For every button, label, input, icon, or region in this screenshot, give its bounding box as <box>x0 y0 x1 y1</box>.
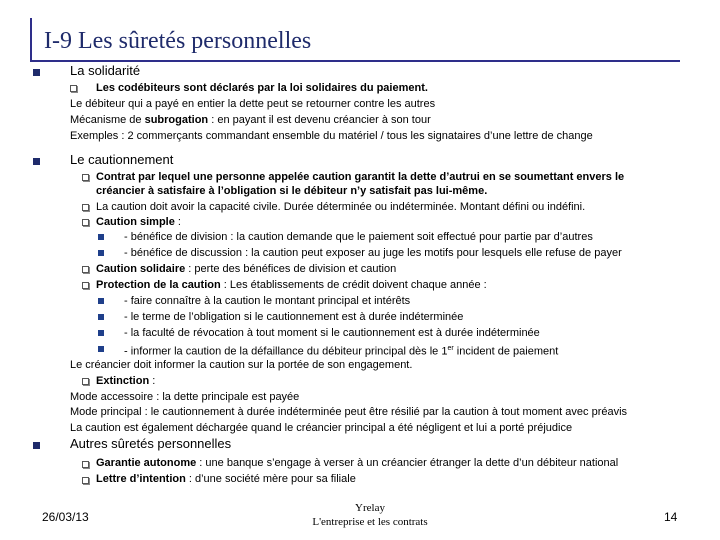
protection-item-4: - informer la caution de la défaillance du débiteur principal dès le 1er incident de paiement <box>124 345 559 358</box>
footer-date: 26/03/13 <box>42 510 89 524</box>
benefice-division: - bénéfice de division : la caution demande que le paiement soit effectué pour partie par d’autres <box>124 231 593 243</box>
caution-simple: Caution simple : <box>96 216 181 228</box>
footer-subtitle: L'entreprise et les contrats <box>312 516 428 528</box>
solidarite-exemples: Exemples : 2 commerçants commandant ensemble du matériel / tous les signataires d’une lettre de change <box>70 130 593 142</box>
protection-caution: Protection de la caution : Les établissements de crédit doivent chaque année : <box>96 279 487 291</box>
cautionnement-definition-2: créancier à satisfaire à l’obligation si le débiteur n’y satisfait pas lui-même. <box>96 185 488 197</box>
creancier-information: Le créancier doit informer la caution sur la portée de son engagement. <box>70 359 413 371</box>
page-number: 14 <box>664 510 678 524</box>
slide-title: I-9 Les sûretés personnelles <box>44 28 312 54</box>
square-bullet-icon <box>33 442 40 449</box>
checkbox-bullet-icon <box>82 204 89 211</box>
square-bullet-icon <box>98 250 104 256</box>
checkbox-bullet-icon <box>82 461 89 468</box>
solidarite-recours: Le débiteur qui a payé en entier la dette peut se retourner contre les autres <box>70 98 436 110</box>
mode-accessoire: Mode accessoire : la dette principale est payée <box>70 391 300 403</box>
square-bullet-icon <box>98 346 104 352</box>
square-bullet-icon <box>98 314 104 320</box>
section-heading-autres-suretes: Autres sûretés personnelles <box>70 436 232 451</box>
footer-author: Yrelay <box>355 502 385 514</box>
benefice-discussion: - bénéfice de discussion : la caution peut exposer au juge les motifs pour lesquels elle refuse de payer <box>124 247 622 259</box>
section-heading-cautionnement: Le cautionnement <box>70 152 174 167</box>
square-bullet-icon <box>33 158 40 165</box>
protection-item-1: - faire connaître à la caution le montant principal et intérêts <box>124 295 411 307</box>
checkbox-bullet-icon <box>82 282 89 289</box>
mode-principal: Mode principal : le cautionnement à durée indéterminée peut être résilié par la caution à tout moment avec préavis <box>70 406 628 418</box>
checkbox-bullet-icon <box>82 219 89 226</box>
checkbox-bullet-icon <box>82 174 89 181</box>
garantie-autonome: Garantie autonome : une banque s’engage à verser à un créancier étranger la dette d’un débiteur national <box>96 457 619 469</box>
lettre-intention: Lettre d’intention : d’une société mère pour sa filiale <box>96 473 356 485</box>
cautionnement-definition-1: Contrat par lequel une personne appelée caution garantit la dette d’autrui en se soumettant envers le <box>96 171 625 183</box>
protection-item-2: - le terme de l’obligation si le cautionnement est à durée indéterminée <box>124 311 464 323</box>
square-bullet-icon <box>33 69 40 76</box>
square-bullet-icon <box>98 330 104 336</box>
title-frame-horizontal <box>30 60 680 62</box>
caution-dechargee: La caution est également déchargée quand le créancier principal a été négligent et lui a porté préjudice <box>70 422 573 434</box>
title-frame-vertical <box>30 18 32 62</box>
caution-solidaire: Caution solidaire : perte des bénéfices de division et caution <box>96 263 397 275</box>
checkbox-bullet-icon <box>82 378 89 385</box>
protection-item-3: - la faculté de révocation à tout moment si le cautionnement est à durée indéterminée <box>124 327 540 339</box>
checkbox-bullet-icon <box>70 85 77 92</box>
section-heading-solidarite: La solidarité <box>70 63 141 78</box>
checkbox-bullet-icon <box>82 266 89 273</box>
cautionnement-capacite: La caution doit avoir la capacité civile. Durée déterminée ou indéterminée. Montant défini ou indéfini. <box>96 201 586 213</box>
square-bullet-icon <box>98 298 104 304</box>
solidarite-definition: Les codébiteurs sont déclarés par la loi solidaires du paiement. <box>96 82 428 94</box>
square-bullet-icon <box>98 234 104 240</box>
extinction: Extinction : <box>96 375 156 387</box>
checkbox-bullet-icon <box>82 477 89 484</box>
solidarite-subrogation: Mécanisme de subrogation : en payant il est devenu créancier à son tour <box>70 114 431 126</box>
